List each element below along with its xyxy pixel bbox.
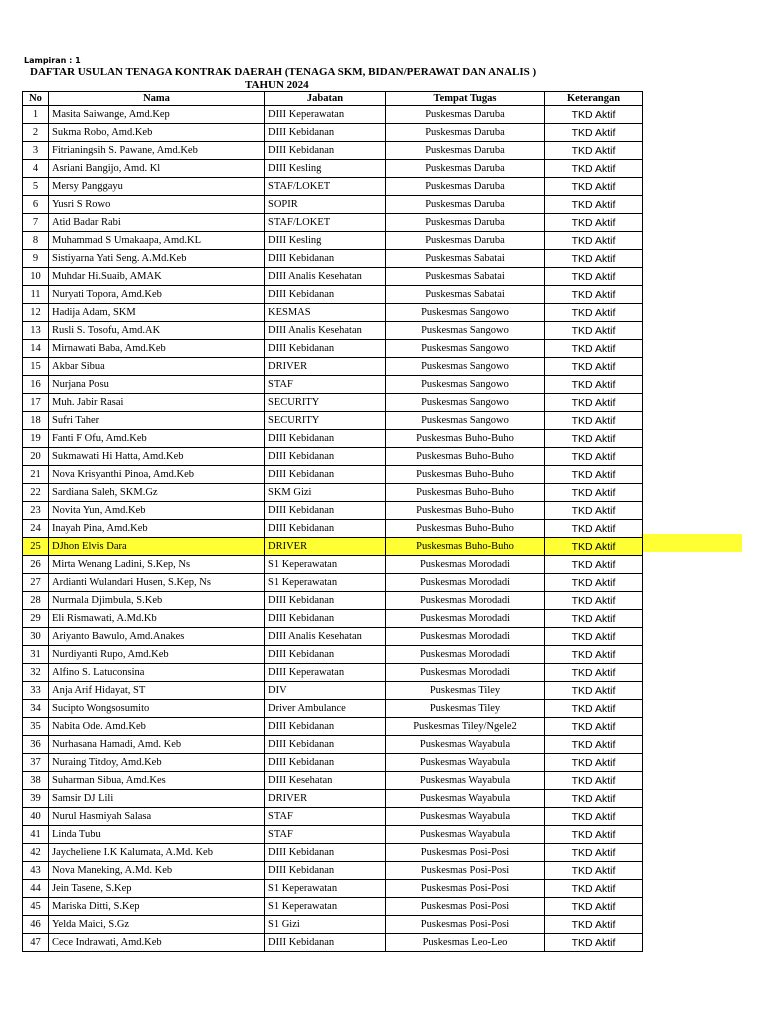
cell-keterangan: TKD Aktif [545,448,643,466]
cell-keterangan: TKD Aktif [545,214,643,232]
cell-nama: Yusri S Rowo [49,196,265,214]
cell-tempat-tugas: Puskesmas Daruba [386,196,545,214]
cell-keterangan: TKD Aktif [545,862,643,880]
cell-tempat-tugas: Puskesmas Buho-Buho [386,466,545,484]
header-nama: Nama [49,92,265,106]
cell-no: 29 [23,610,49,628]
cell-nama: Akbar Sibua [49,358,265,376]
table-row [23,142,643,160]
table-row [23,682,643,700]
cell-nama: Nuraing Titdoy, Amd.Keb [49,754,265,772]
cell-keterangan: TKD Aktif [545,898,643,916]
cell-no: 27 [23,574,49,592]
cell-tempat-tugas: Puskesmas Sangowo [386,358,545,376]
cell-jabatan: DIII Keperawatan [265,664,386,682]
cell-nama: Linda Tubu [49,826,265,844]
cell-keterangan: TKD Aktif [545,718,643,736]
cell-keterangan: TKD Aktif [545,556,643,574]
cell-keterangan: TKD Aktif [545,520,643,538]
cell-tempat-tugas: Puskesmas Sabatai [386,268,545,286]
cell-jabatan: SOPIR [265,196,386,214]
cell-tempat-tugas: Puskesmas Buho-Buho [386,448,545,466]
cell-tempat-tugas: Puskesmas Morodadi [386,628,545,646]
table-row [23,646,643,664]
cell-no: 12 [23,304,49,322]
cell-nama: Nurul Hasmiyah Salasa [49,808,265,826]
cell-no: 40 [23,808,49,826]
table-row [23,304,643,322]
table-row [23,358,643,376]
cell-no: 3 [23,142,49,160]
cell-no: 23 [23,502,49,520]
cell-nama: Muhammad S Umakaapa, Amd.KL [49,232,265,250]
cell-tempat-tugas: Puskesmas Tiley/Ngele2 [386,718,545,736]
cell-keterangan: TKD Aktif [545,484,643,502]
cell-no: 11 [23,286,49,304]
cell-keterangan: TKD Aktif [545,250,643,268]
table-row [23,430,643,448]
table-row [23,340,643,358]
cell-tempat-tugas: Puskesmas Wayabula [386,736,545,754]
cell-jabatan: SKM Gizi [265,484,386,502]
table-row [23,196,643,214]
cell-no: 13 [23,322,49,340]
cell-no: 2 [23,124,49,142]
cell-no: 5 [23,178,49,196]
cell-tempat-tugas: Puskesmas Sangowo [386,394,545,412]
cell-keterangan: TKD Aktif [545,286,643,304]
cell-tempat-tugas: Puskesmas Sabatai [386,250,545,268]
cell-tempat-tugas: Puskesmas Buho-Buho [386,538,545,556]
table-row [23,934,643,952]
cell-tempat-tugas: Puskesmas Buho-Buho [386,520,545,538]
cell-jabatan: DIII Analis Kesehatan [265,628,386,646]
cell-tempat-tugas: Puskesmas Sangowo [386,376,545,394]
cell-jabatan: DIII Kebidanan [265,646,386,664]
cell-keterangan: TKD Aktif [545,844,643,862]
cell-keterangan: TKD Aktif [545,466,643,484]
cell-nama: Jein Tasene, S.Kep [49,880,265,898]
cell-nama: Hadija Adam, SKM [49,304,265,322]
cell-jabatan: DIII Kebidanan [265,610,386,628]
header-tempat-tugas: Tempat Tugas [386,92,545,106]
cell-keterangan: TKD Aktif [545,628,643,646]
document-year: TAHUN 2024 [245,79,309,91]
cell-jabatan: STAF [265,808,386,826]
cell-tempat-tugas: Puskesmas Tiley [386,700,545,718]
cell-jabatan: DIII Analis Kesehatan [265,268,386,286]
cell-jabatan: DIII Kebidanan [265,844,386,862]
cell-jabatan: DIII Kebidanan [265,502,386,520]
cell-jabatan: DRIVER [265,358,386,376]
cell-no: 33 [23,682,49,700]
table-row [23,808,643,826]
cell-jabatan: DIII Kesling [265,160,386,178]
cell-nama: Mariska Ditti, S.Kep [49,898,265,916]
cell-no: 36 [23,736,49,754]
cell-no: 41 [23,826,49,844]
table-row [23,880,643,898]
cell-jabatan: DIII Kebidanan [265,718,386,736]
cell-keterangan: TKD Aktif [545,826,643,844]
cell-jabatan: DRIVER [265,790,386,808]
cell-jabatan: S1 Keperawatan [265,556,386,574]
cell-nama: Sufri Taher [49,412,265,430]
cell-jabatan: DIV [265,682,386,700]
cell-nama: Nurmala Djimbula, S.Keb [49,592,265,610]
cell-keterangan: TKD Aktif [545,304,643,322]
cell-tempat-tugas: Puskesmas Daruba [386,214,545,232]
table-row [23,214,643,232]
cell-jabatan: DIII Kebidanan [265,340,386,358]
cell-no: 7 [23,214,49,232]
cell-keterangan: TKD Aktif [545,538,643,556]
cell-nama: Asriani Bangijo, Amd. Kl [49,160,265,178]
table-row [23,250,643,268]
cell-nama: Cece Indrawati, Amd.Keb [49,934,265,952]
cell-jabatan: DRIVER [265,538,386,556]
table-row [23,862,643,880]
cell-nama: Nabita Ode. Amd.Keb [49,718,265,736]
cell-jabatan: DIII Kebidanan [265,754,386,772]
table-row [23,232,643,250]
row-highlight-extension [641,534,742,552]
cell-jabatan: DIII Kebidanan [265,862,386,880]
cell-nama: Atid Badar Rabi [49,214,265,232]
cell-tempat-tugas: Puskesmas Sangowo [386,412,545,430]
table-row [23,754,643,772]
cell-keterangan: TKD Aktif [545,934,643,952]
cell-tempat-tugas: Puskesmas Daruba [386,106,545,124]
cell-no: 45 [23,898,49,916]
cell-nama: Mirnawati Baba, Amd.Keb [49,340,265,358]
table-row [23,736,643,754]
cell-jabatan: DIII Kebidanan [265,520,386,538]
cell-tempat-tugas: Puskesmas Wayabula [386,754,545,772]
cell-nama: DJhon Elvis Dara [49,538,265,556]
cell-no: 6 [23,196,49,214]
table-row [23,790,643,808]
cell-keterangan: TKD Aktif [545,790,643,808]
cell-nama: Nova Maneking, A.Md. Keb [49,862,265,880]
table-row [23,106,643,124]
cell-jabatan: S1 Keperawatan [265,898,386,916]
cell-no: 32 [23,664,49,682]
cell-nama: Nurjana Posu [49,376,265,394]
table-row [23,664,643,682]
table-row [23,502,643,520]
table-row [23,160,643,178]
cell-no: 44 [23,880,49,898]
cell-keterangan: TKD Aktif [545,232,643,250]
cell-tempat-tugas: Puskesmas Buho-Buho [386,484,545,502]
cell-jabatan: DIII Kesehatan [265,772,386,790]
cell-no: 26 [23,556,49,574]
cell-tempat-tugas: Puskesmas Wayabula [386,772,545,790]
cell-no: 15 [23,358,49,376]
cell-tempat-tugas: Puskesmas Wayabula [386,826,545,844]
table-row [23,700,643,718]
table-row [23,268,643,286]
cell-keterangan: TKD Aktif [545,322,643,340]
table-row [23,520,643,538]
cell-tempat-tugas: Puskesmas Daruba [386,160,545,178]
cell-no: 4 [23,160,49,178]
cell-keterangan: TKD Aktif [545,646,643,664]
cell-nama: Sardiana Saleh, SKM.Gz [49,484,265,502]
table-row [23,826,643,844]
cell-keterangan: TKD Aktif [545,736,643,754]
table-row [23,898,643,916]
cell-keterangan: TKD Aktif [545,412,643,430]
cell-no: 10 [23,268,49,286]
cell-nama: Sukma Robo, Amd.Keb [49,124,265,142]
cell-no: 30 [23,628,49,646]
table-row [23,412,643,430]
cell-jabatan: DIII Kebidanan [265,592,386,610]
table-row [23,772,643,790]
cell-keterangan: TKD Aktif [545,196,643,214]
cell-no: 46 [23,916,49,934]
cell-tempat-tugas: Puskesmas Daruba [386,178,545,196]
cell-tempat-tugas: Puskesmas Daruba [386,232,545,250]
cell-no: 14 [23,340,49,358]
cell-jabatan: DIII Kebidanan [265,142,386,160]
cell-no: 25 [23,538,49,556]
cell-nama: Eli Rismawati, A.Md.Kb [49,610,265,628]
cell-jabatan: STAF [265,376,386,394]
table-header-row [23,92,643,106]
cell-no: 37 [23,754,49,772]
cell-jabatan: S1 Gizi [265,916,386,934]
cell-jabatan: DIII Kebidanan [265,250,386,268]
table-row [23,718,643,736]
cell-nama: Yelda Maici, S.Gz [49,916,265,934]
cell-nama: Ariyanto Bawulo, Amd.Anakes [49,628,265,646]
table-body [23,106,643,952]
table-row [23,556,643,574]
table-row [23,844,643,862]
cell-tempat-tugas: Puskesmas Tiley [386,682,545,700]
cell-keterangan: TKD Aktif [545,592,643,610]
cell-nama: Suharman Sibua, Amd.Kes [49,772,265,790]
cell-tempat-tugas: Puskesmas Morodadi [386,592,545,610]
cell-jabatan: DIII Kebidanan [265,430,386,448]
table-row [23,610,643,628]
cell-nama: Nurdiyanti Rupo, Amd.Keb [49,646,265,664]
cell-nama: Nuryati Topora, Amd.Keb [49,286,265,304]
cell-jabatan: DIII Kebidanan [265,286,386,304]
table-row [23,448,643,466]
cell-keterangan: TKD Aktif [545,610,643,628]
document-title: DAFTAR USULAN TENAGA KONTRAK DAERAH (TENAGA SKM, BIDAN/PERAWAT DAN ANALIS ) [30,66,537,78]
cell-keterangan: TKD Aktif [545,502,643,520]
cell-no: 1 [23,106,49,124]
cell-keterangan: TKD Aktif [545,160,643,178]
header-keterangan: Keterangan [545,92,643,106]
cell-keterangan: TKD Aktif [545,754,643,772]
cell-jabatan: S1 Keperawatan [265,880,386,898]
cell-keterangan: TKD Aktif [545,178,643,196]
cell-nama: Muhdar Hi.Suaib, AMAK [49,268,265,286]
cell-jabatan: DIII Analis Kesehatan [265,322,386,340]
cell-no: 18 [23,412,49,430]
cell-jabatan: S1 Keperawatan [265,574,386,592]
cell-tempat-tugas: Puskesmas Buho-Buho [386,430,545,448]
cell-no: 8 [23,232,49,250]
staff-table [22,91,643,952]
cell-keterangan: TKD Aktif [545,700,643,718]
cell-keterangan: TKD Aktif [545,106,643,124]
cell-nama: Alfino S. Latuconsina [49,664,265,682]
cell-no: 38 [23,772,49,790]
cell-tempat-tugas: Puskesmas Wayabula [386,808,545,826]
cell-jabatan: DIII Kesling [265,232,386,250]
cell-keterangan: TKD Aktif [545,124,643,142]
cell-keterangan: TKD Aktif [545,340,643,358]
table-row [23,376,643,394]
table-row [23,394,643,412]
cell-jabatan: KESMAS [265,304,386,322]
cell-nama: Masita Saiwange, Amd.Kep [49,106,265,124]
cell-tempat-tugas: Puskesmas Morodadi [386,646,545,664]
cell-tempat-tugas: Puskesmas Sangowo [386,340,545,358]
cell-keterangan: TKD Aktif [545,880,643,898]
cell-keterangan: TKD Aktif [545,916,643,934]
cell-keterangan: TKD Aktif [545,358,643,376]
cell-no: 35 [23,718,49,736]
cell-no: 20 [23,448,49,466]
cell-tempat-tugas: Puskesmas Posi-Posi [386,862,545,880]
header-no: No [23,92,49,106]
cell-keterangan: TKD Aktif [545,664,643,682]
cell-tempat-tugas: Puskesmas Daruba [386,124,545,142]
cell-tempat-tugas: Puskesmas Morodadi [386,664,545,682]
cell-tempat-tugas: Puskesmas Morodadi [386,574,545,592]
cell-nama: Muh. Jabir Rasai [49,394,265,412]
cell-keterangan: TKD Aktif [545,142,643,160]
table-row [23,592,643,610]
cell-no: 31 [23,646,49,664]
cell-jabatan: DIII Keperawatan [265,106,386,124]
cell-nama: Sukmawati Hi Hatta, Amd.Keb [49,448,265,466]
cell-keterangan: TKD Aktif [545,430,643,448]
cell-no: 47 [23,934,49,952]
cell-jabatan: DIII Kebidanan [265,934,386,952]
table-row [23,538,643,556]
table-row [23,286,643,304]
cell-keterangan: TKD Aktif [545,376,643,394]
cell-nama: Nova Krisyanthi Pinoa, Amd.Keb [49,466,265,484]
cell-nama: Nurhasana Hamadi, Amd. Keb [49,736,265,754]
cell-tempat-tugas: Puskesmas Sabatai [386,286,545,304]
cell-nama: Sistiyarna Yati Seng. A.Md.Keb [49,250,265,268]
cell-nama: Samsir DJ Lili [49,790,265,808]
cell-nama: Rusli S. Tosofu, Amd.AK [49,322,265,340]
cell-no: 9 [23,250,49,268]
table-row [23,124,643,142]
cell-tempat-tugas: Puskesmas Daruba [386,142,545,160]
cell-no: 22 [23,484,49,502]
cell-jabatan: DIII Kebidanan [265,124,386,142]
cell-tempat-tugas: Puskesmas Leo-Leo [386,934,545,952]
cell-no: 21 [23,466,49,484]
cell-keterangan: TKD Aktif [545,772,643,790]
cell-tempat-tugas: Puskesmas Buho-Buho [386,502,545,520]
cell-keterangan: TKD Aktif [545,808,643,826]
table-row [23,574,643,592]
table-row [23,484,643,502]
cell-nama: Sucipto Wongsosumito [49,700,265,718]
cell-no: 28 [23,592,49,610]
cell-no: 24 [23,520,49,538]
cell-tempat-tugas: Puskesmas Sangowo [386,304,545,322]
cell-keterangan: TKD Aktif [545,394,643,412]
cell-jabatan: STAF/LOKET [265,214,386,232]
cell-nama: Novita Yun, Amd.Keb [49,502,265,520]
cell-jabatan: STAF [265,826,386,844]
cell-no: 16 [23,376,49,394]
cell-no: 19 [23,430,49,448]
cell-nama: Inayah Pina, Amd.Keb [49,520,265,538]
cell-nama: Mirta Wenang Ladini, S.Kep, Ns [49,556,265,574]
cell-jabatan: SECURITY [265,394,386,412]
cell-tempat-tugas: Puskesmas Morodadi [386,556,545,574]
cell-no: 39 [23,790,49,808]
header-jabatan: Jabatan [265,92,386,106]
cell-no: 43 [23,862,49,880]
cell-tempat-tugas: Puskesmas Posi-Posi [386,916,545,934]
table-row [23,178,643,196]
table-row [23,628,643,646]
cell-no: 34 [23,700,49,718]
cell-tempat-tugas: Puskesmas Posi-Posi [386,880,545,898]
table-row [23,322,643,340]
cell-nama: Fitrianingsih S. Pawane, Amd.Keb [49,142,265,160]
cell-tempat-tugas: Puskesmas Wayabula [386,790,545,808]
cell-keterangan: TKD Aktif [545,574,643,592]
cell-nama: Mersy Panggayu [49,178,265,196]
cell-jabatan: SECURITY [265,412,386,430]
attachment-label: Lampiran : 1 [24,56,81,65]
cell-nama: Ardianti Wulandari Husen, S.Kep, Ns [49,574,265,592]
cell-nama: Jaycheliene I.K Kalumata, A.Md. Keb [49,844,265,862]
cell-tempat-tugas: Puskesmas Posi-Posi [386,844,545,862]
cell-nama: Anja Arif Hidayat, ST [49,682,265,700]
table-row [23,466,643,484]
cell-tempat-tugas: Puskesmas Posi-Posi [386,898,545,916]
cell-no: 42 [23,844,49,862]
cell-jabatan: Driver Ambulance [265,700,386,718]
cell-jabatan: DIII Kebidanan [265,736,386,754]
cell-tempat-tugas: Puskesmas Morodadi [386,610,545,628]
cell-keterangan: TKD Aktif [545,268,643,286]
cell-no: 17 [23,394,49,412]
cell-nama: Fanti F Ofu, Amd.Keb [49,430,265,448]
cell-jabatan: DIII Kebidanan [265,448,386,466]
cell-jabatan: STAF/LOKET [265,178,386,196]
cell-tempat-tugas: Puskesmas Sangowo [386,322,545,340]
table-row [23,916,643,934]
cell-keterangan: TKD Aktif [545,682,643,700]
cell-jabatan: DIII Kebidanan [265,466,386,484]
